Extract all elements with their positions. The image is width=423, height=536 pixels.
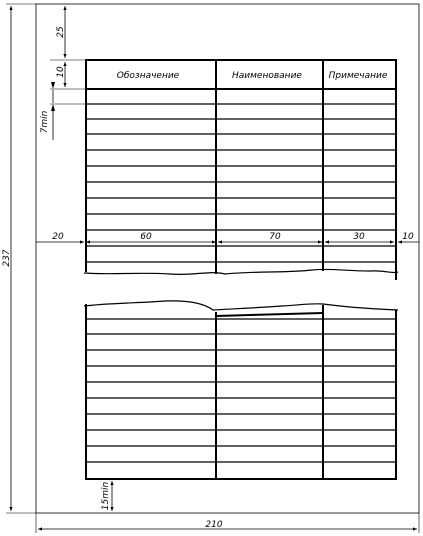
- dim-col-designation-label: 60: [140, 232, 152, 242]
- header-designation: Обозначение: [116, 71, 180, 81]
- dimension-sheet-width: [36, 513, 419, 533]
- table-upper: [84, 60, 398, 280]
- dim-row-height-label: 7min: [40, 110, 50, 134]
- dim-col-note-label: 30: [353, 232, 365, 242]
- dimension-column-widths: [36, 232, 419, 242]
- dimension-sheet-height: [2, 4, 36, 513]
- dim-col-name-label: 70: [269, 232, 281, 242]
- dim-sheet-width-label: 210: [205, 520, 223, 530]
- dimension-bottom-margin: [101, 481, 112, 511]
- dim-top-offset-label: 25: [56, 26, 66, 38]
- dim-right-margin-label: 10: [402, 232, 414, 242]
- dim-header-height-label: 10: [56, 66, 66, 78]
- header-note: Примечание: [328, 71, 388, 81]
- dim-bottom-margin-label: 15min: [101, 481, 111, 511]
- header-name: Наименование: [232, 71, 302, 81]
- dim-sheet-height-label: 237: [2, 249, 12, 267]
- table-lower: [84, 301, 398, 479]
- dim-left-margin-label: 20: [52, 232, 64, 242]
- dimension-row-height: [40, 82, 86, 140]
- dimension-header-height: [50, 62, 86, 89]
- dimension-top-offset: [50, 6, 86, 60]
